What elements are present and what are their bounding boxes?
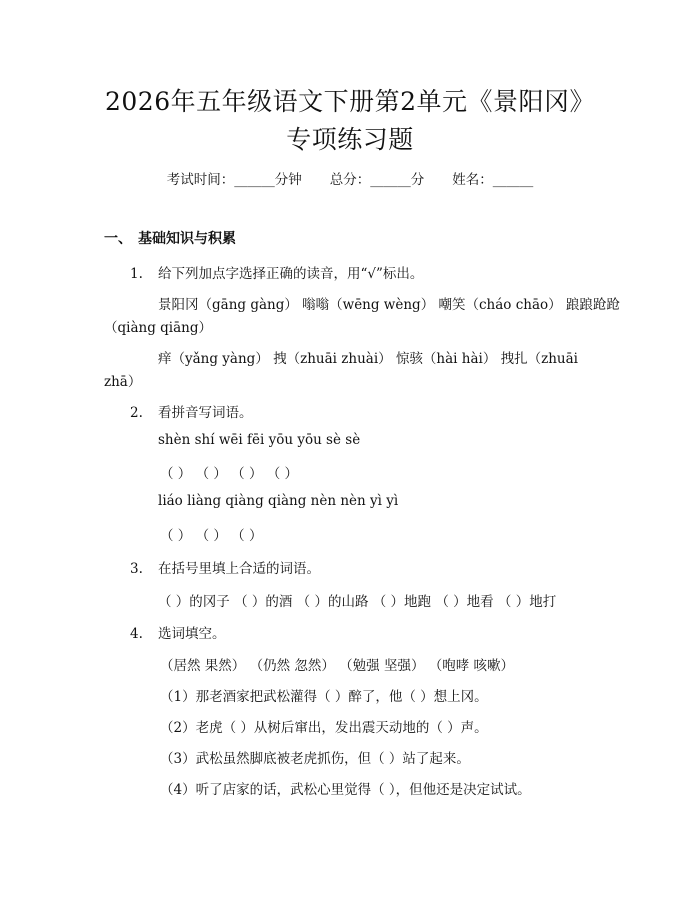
question-prompt: 给下列加点字选择正确的读音，用“√”标出。 <box>158 266 424 282</box>
q4-sentence-1: （1）那老酒家把武松灌得（ ）醉了，他（ ）想上冈。 <box>160 689 488 705</box>
question-1 <box>130 262 423 282</box>
q2-pinyin-row-2: liáo liàng qiàng qiàng nèn nèn yì yì <box>158 493 399 509</box>
q2-answer-blanks-2: （ ） （ ） （ ） <box>160 528 263 544</box>
q3-fill-items: （ ）的冈子 （ ）的酒 （ ）的山路 （ ）地跑 （ ）地看 （ ）地打 <box>158 594 557 610</box>
q1-row-2: 痒（yǎng yàng） 拽（zhuāi zhuài） 惊骇（hài hài） 拽扎（zhuāi <box>158 351 578 367</box>
question-3 <box>130 557 320 577</box>
section-number: 一、 <box>104 231 132 247</box>
question-prompt: 在括号里填上合适的词语。 <box>158 561 320 577</box>
question-number: 1. <box>130 266 143 282</box>
document-title-line-2: 专项练习题 <box>286 125 414 154</box>
section-title-text: 基础知识与积累 <box>138 231 236 247</box>
question-2 <box>130 401 253 421</box>
q1-row-2-continued: zhā） <box>104 374 142 390</box>
section-heading <box>104 228 236 248</box>
question-number: 4. <box>130 626 143 642</box>
q4-word-options: （居然 果然） （仍然 忽然） （勉强 坚强） （咆哮 咳嗽） <box>160 658 515 674</box>
q1-row-1: 景阳冈（gāng gàng） 嗡嗡（wēng wèng） 嘲笑（cháo chāo） 踉踉跄跄 <box>158 297 620 313</box>
question-prompt: 选词填空。 <box>158 626 226 642</box>
q4-sentence-3: （3）武松虽然脚底被老虎抓伤，但（ ）站了起来。 <box>160 751 470 767</box>
question-4 <box>130 622 226 642</box>
q2-pinyin-row-1: shèn shí wēi fēi yōu yōu sè sè <box>158 432 361 448</box>
exam-time-field: 考试时间：______分钟 <box>166 172 302 188</box>
question-prompt: 看拼音写词语。 <box>158 405 253 421</box>
q2-answer-blanks-1: （ ） （ ） （ ） （ ） <box>160 466 299 482</box>
q4-sentence-2: （2）老虎（ ）从树后窜出，发出震天动地的（ ）声。 <box>160 720 488 736</box>
question-number: 2. <box>130 405 143 421</box>
student-name-field: 姓名：______ <box>452 172 534 188</box>
total-score-field: 总分：______分 <box>329 172 425 188</box>
exam-meta-line <box>0 168 700 188</box>
document-title-line-1: 2026年五年级语文下册第2单元《景阳冈》 <box>104 87 596 116</box>
q1-row-1-continued: （qiàng qiāng） <box>104 320 212 336</box>
q4-sentence-4: （4）听了店家的话，武松心里觉得（ ），但他还是决定试试。 <box>160 782 531 798</box>
question-number: 3. <box>130 561 143 577</box>
